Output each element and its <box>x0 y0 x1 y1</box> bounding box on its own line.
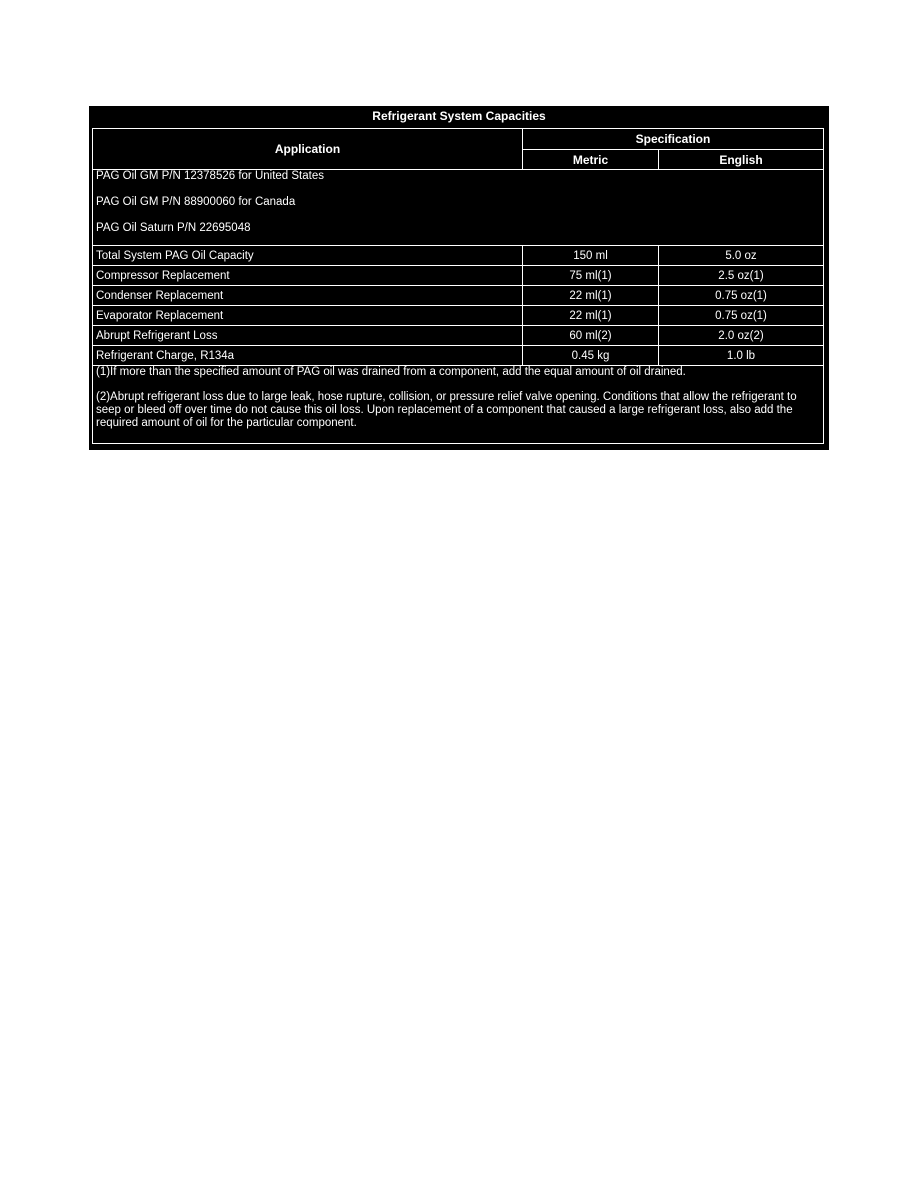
capacities-table <box>92 128 824 444</box>
row-application: Total System PAG Oil Capacity <box>93 246 523 266</box>
header-application: Application <box>93 129 523 170</box>
row-metric: 22 ml(1) <box>523 306 659 326</box>
footnote-2: (2)Abrupt refrigerant loss due to large leak, hose rupture, collision, or pressure relief valve opening. Conditions that allow the refrigerant to seep or bleed off over time do not cause this oil loss. Upon replacement of a component that caused a large refrigerant loss, also add the required amount of oil for the particular component. <box>96 391 797 429</box>
row-application: Abrupt Refrigerant Loss <box>93 326 523 346</box>
pag-oil-us: PAG Oil GM P/N 12378526 for United States <box>96 170 324 182</box>
pag-oil-cell <box>93 170 824 246</box>
row-application: Condenser Replacement <box>93 286 523 306</box>
row-english: 1.0 lb <box>659 346 824 366</box>
capacities-panel <box>89 106 829 450</box>
row-metric: 150 ml <box>523 246 659 266</box>
pag-oil-saturn: PAG Oil Saturn P/N 22695048 <box>96 222 251 234</box>
row-english: 0.75 oz(1) <box>659 286 824 306</box>
row-metric: 0.45 kg <box>523 346 659 366</box>
table-row <box>93 266 824 286</box>
row-application: Refrigerant Charge, R134a <box>93 346 523 366</box>
notes-row <box>93 366 824 444</box>
table-title: Refrigerant System Capacities <box>372 109 546 123</box>
row-english: 2.5 oz(1) <box>659 266 824 286</box>
header-english: English <box>659 150 824 170</box>
row-english: 5.0 oz <box>659 246 824 266</box>
row-application: Evaporator Replacement <box>93 306 523 326</box>
row-english: 2.0 oz(2) <box>659 326 824 346</box>
pag-oil-row <box>93 170 824 246</box>
footnote-1: (1)If more than the specified amount of PAG oil was drained from a component, add the equal amount of oil drained. <box>96 366 686 378</box>
row-metric: 75 ml(1) <box>523 266 659 286</box>
row-english: 0.75 oz(1) <box>659 306 824 326</box>
header-specification: Specification <box>523 129 824 150</box>
table-row <box>93 326 824 346</box>
row-metric: 22 ml(1) <box>523 286 659 306</box>
header-row <box>93 129 824 150</box>
table-row <box>93 346 824 366</box>
notes-cell <box>93 366 824 444</box>
pag-oil-canada: PAG Oil GM P/N 88900060 for Canada <box>96 196 296 208</box>
row-application: Compressor Replacement <box>93 266 523 286</box>
row-metric: 60 ml(2) <box>523 326 659 346</box>
table-row <box>93 306 824 326</box>
header-metric: Metric <box>523 150 659 170</box>
table-row <box>93 246 824 266</box>
table-row <box>93 286 824 306</box>
